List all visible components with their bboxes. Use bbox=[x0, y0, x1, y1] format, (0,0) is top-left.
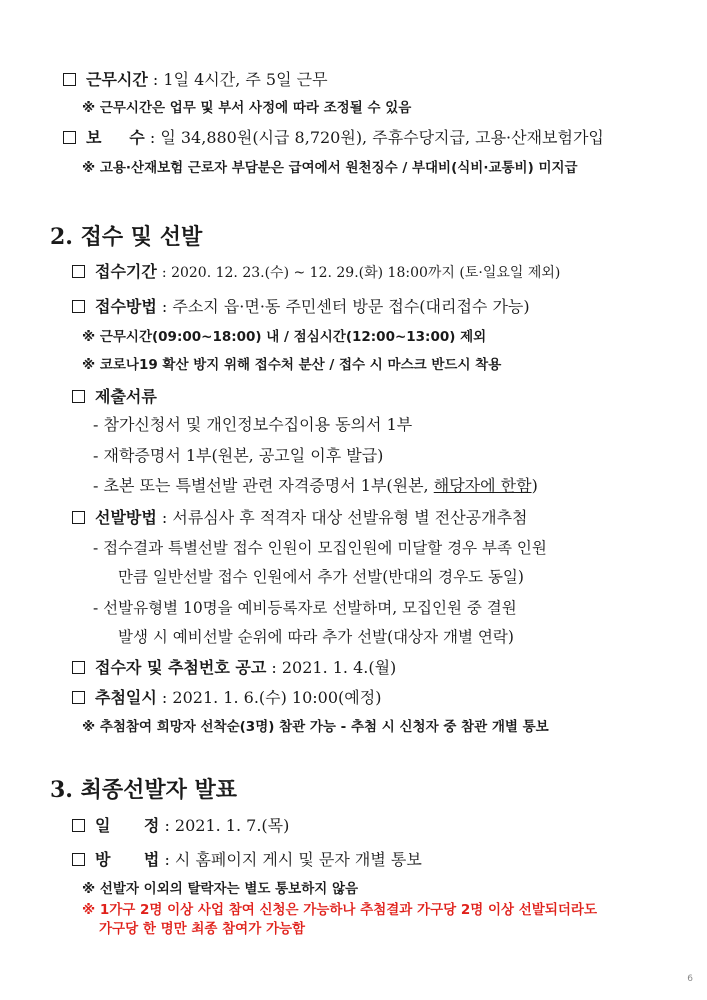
draw-note: ※ 추첨참여 희망자 선착순(3명) 참관 가능 - 추첨 시 신청자 중 참관 개별 통보 bbox=[82, 719, 549, 735]
doc-item-3-underlined: 해당자에 한함 bbox=[433, 476, 532, 495]
section-2-title: 2. 접수 및 선발 bbox=[50, 224, 203, 250]
notice-label: 접수자 및 추첨번호 공고 bbox=[95, 658, 267, 677]
date-value: : 2021. 1. 7.(목) bbox=[164, 816, 290, 835]
result-note-2-line-2: 가구당 한 명만 최종 참여가 가능함 bbox=[99, 921, 306, 937]
draw-row bbox=[72, 688, 381, 708]
select-value: : 서류심사 후 적격자 대상 선발유형 별 전산공개추첨 bbox=[161, 508, 528, 527]
work-hours-value: : 1일 4시간, 주 5일 근무 bbox=[152, 70, 328, 89]
method-value: : 주소지 읍·면·동 주민센터 방문 접수(대리접수 가능) bbox=[161, 297, 530, 316]
pay-label: 보 수 bbox=[86, 128, 145, 147]
date-label: 일 정 bbox=[95, 816, 160, 835]
section-3-title: 3. 최종선발자 발표 bbox=[50, 777, 238, 803]
result-note-2-line-1: ※ 1가구 2명 이상 사업 참여 신청은 가능하나 추첨결과 가구당 2명 이상 선발되더라도 bbox=[82, 902, 598, 918]
select-item-2-line-2: 발생 시 예비선발 순위에 따라 추가 선발(대상자 개별 연락) bbox=[118, 628, 514, 646]
notice-value: : 2021. 1. 4.(월) bbox=[271, 658, 397, 677]
pay-row bbox=[63, 128, 604, 148]
doc-item-3 bbox=[93, 476, 538, 496]
period-value: : 2020. 12. 23.(수) ~ 12. 29.(화) 18:00까지 (토·일요일 제외) bbox=[161, 265, 561, 281]
checkbox-icon bbox=[72, 853, 85, 866]
doc-item-2: - 재학증명서 1부(원본, 공고일 이후 발급) bbox=[93, 446, 384, 465]
checkbox-icon bbox=[72, 390, 85, 403]
select-row bbox=[72, 508, 528, 528]
method-label: 접수방법 bbox=[95, 297, 157, 316]
way-label: 방 법 bbox=[95, 850, 160, 869]
checkbox-icon bbox=[72, 819, 85, 832]
checkbox-icon bbox=[72, 300, 85, 313]
way-value: : 시 홈페이지 게시 및 문자 개별 통보 bbox=[164, 850, 422, 869]
result-note-1: ※ 선발자 이외의 탈락자는 별도 통보하지 않음 bbox=[82, 881, 359, 897]
method-note-2: ※ 코로나19 확산 방지 위해 접수처 분산 / 접수 시 마스크 반드시 착용 bbox=[82, 357, 502, 373]
checkbox-icon bbox=[72, 691, 85, 704]
work-hours-note: ※ 근무시간은 업무 및 부서 사정에 따라 조정될 수 있음 bbox=[82, 100, 412, 116]
docs-label: 제출서류 bbox=[95, 387, 157, 406]
checkbox-icon bbox=[72, 511, 85, 524]
page-number: 6 bbox=[687, 974, 693, 984]
pay-note: ※ 고용·산재보험 근로자 부담분은 급여에서 원천징수 / 부대비(식비·교통비) 미지급 bbox=[82, 160, 578, 176]
doc-item-3-close: ) bbox=[531, 476, 538, 495]
select-item-1-line-2: 만큼 일반선발 접수 인원에서 추가 선발(반대의 경우도 동일) bbox=[118, 568, 524, 586]
notice-row bbox=[72, 658, 396, 678]
method-note-1: ※ 근무시간(09:00~18:00) 내 / 점심시간(12:00~13:00) 제외 bbox=[82, 329, 487, 345]
way-row bbox=[72, 850, 422, 870]
work-hours-label: 근무시간 bbox=[86, 70, 148, 89]
method-row bbox=[72, 297, 530, 317]
select-item-1-line-1: - 접수결과 특별선발 접수 인원이 모집인원에 미달할 경우 부족 인원 bbox=[93, 539, 547, 557]
select-item-2-line-1: - 선발유형별 10명을 예비등록자로 선발하며, 모집인원 중 결원 bbox=[93, 599, 517, 617]
period-row bbox=[72, 262, 560, 283]
doc-item-3-text: - 초본 또는 특별선발 관련 자격증명서 1부(원본, bbox=[93, 476, 434, 495]
checkbox-icon bbox=[72, 661, 85, 674]
checkbox-icon bbox=[63, 73, 76, 86]
checkbox-icon bbox=[72, 265, 85, 278]
pay-value: : 일 34,880원(시급 8,720원), 주휴수당지급, 고용·산재보험가입 bbox=[149, 128, 604, 147]
draw-value: : 2021. 1. 6.(수) 10:00(예정) bbox=[161, 688, 382, 707]
docs-row bbox=[72, 387, 157, 407]
select-label: 선발방법 bbox=[95, 508, 157, 527]
work-hours-row bbox=[63, 70, 328, 90]
date-row bbox=[72, 816, 289, 836]
draw-label: 추첨일시 bbox=[95, 688, 157, 707]
period-label: 접수기간 bbox=[95, 262, 157, 281]
doc-item-1: - 참가신청서 및 개인정보수집이용 동의서 1부 bbox=[93, 415, 413, 434]
checkbox-icon bbox=[63, 131, 76, 144]
